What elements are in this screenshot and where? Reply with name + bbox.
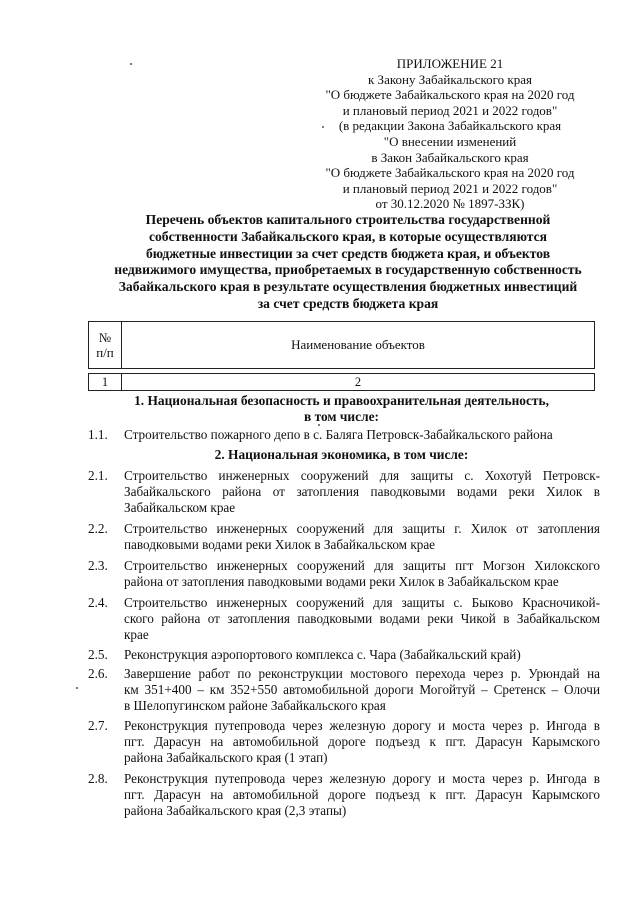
- table-header-row: [88, 321, 595, 369]
- section-line: 2. Национальная экономика, в том числе:: [214, 447, 469, 462]
- scan-speck: [76, 687, 78, 689]
- title-line: за счет средств бюджета края: [257, 295, 439, 311]
- item-line: Забайкальском крае: [124, 500, 236, 516]
- item-text: [124, 427, 600, 443]
- section-heading-2: [88, 447, 595, 463]
- title-line: бюджетные инвестиции за счет средств бюджета края, и объектов: [145, 245, 551, 261]
- item-text: [124, 468, 600, 517]
- item-text: [124, 666, 600, 715]
- title-line: Забайкальского края в результате осуществления бюджетных инвестиций: [118, 279, 578, 295]
- appendix-line: (в редакции Закона Забайкальского края: [338, 118, 562, 134]
- item-line: района от затопления паводковыми водами реки Хилок в Забайкальском крае: [124, 574, 559, 590]
- title-line: собственности Забайкальского края, в которые осуществляются: [148, 228, 548, 244]
- numbering-cell-2: 2: [354, 375, 362, 389]
- item-number: 2.7.: [88, 718, 108, 733]
- number-header-symbol: №: [98, 330, 112, 345]
- item-line: ского района от затопления паводковыми водами реки Чикой в Забайкальском: [124, 611, 600, 627]
- appendix-line: и плановый период 2021 и 2022 годов": [342, 102, 558, 118]
- item-text: [124, 771, 600, 820]
- item-number: 2.2.: [88, 521, 108, 536]
- item-text: [124, 595, 600, 644]
- item-line: Строительство инженерных сооружений для защиты с. Хохотуй Петровск-: [124, 468, 600, 483]
- objects-table: [88, 321, 595, 391]
- item-text: [124, 647, 600, 663]
- section-heading-1: [88, 393, 595, 425]
- appendix-line: от 30.12.2020 № 1897-ЗЗК): [375, 196, 525, 212]
- scan-speck: [322, 126, 324, 128]
- appendix-line: "О бюджете Забайкальского края на 2020 год: [325, 165, 575, 181]
- item-number: 2.6.: [88, 666, 108, 681]
- appendix-line: ПРИЛОЖЕНИЕ 21: [396, 56, 504, 71]
- scan-speck: [130, 63, 132, 65]
- item-number: 2.5.: [88, 647, 108, 662]
- number-column-header: [89, 322, 122, 368]
- item-text: [124, 718, 600, 767]
- item-number: 2.4.: [88, 595, 108, 610]
- item-text: [124, 558, 600, 590]
- appendix-line: "О бюджете Забайкальского края на 2020 год: [325, 87, 575, 103]
- section-line: в том числе:: [303, 409, 379, 424]
- item-line: км 351+400 – км 352+550 автомобильной дороги Могойтуй – Сретенск – Олочи: [124, 682, 600, 698]
- item-number: 2.8.: [88, 771, 108, 786]
- item-number: 2.1.: [88, 468, 108, 483]
- item-line: пгт. Дарасун на автомобильной дороге подъезд к пгт. Дарасун Карымского: [124, 734, 600, 750]
- item-line: паводковыми водами реки Хилок в Забайкальском крае: [124, 537, 436, 553]
- item-number: 2.3.: [88, 558, 108, 573]
- appendix-line: и плановый период 2021 и 2022 годов": [342, 180, 558, 196]
- scan-speck: [318, 424, 320, 426]
- item-line: Строительство инженерных сооружений для защиты с. Быково Красночикой-: [124, 595, 600, 610]
- appendix-line: в Закон Забайкальского края: [371, 149, 529, 165]
- item-line: Реконструкция аэропортового комплекса с. Чара (Забайкальский край): [124, 647, 521, 662]
- document-title: [88, 212, 608, 313]
- appendix-line: к Закону Забайкальского края: [367, 71, 532, 87]
- item-line: пгт. Дарасун на автомобильной дороге подъезд к пгт. Дарасун Карымского: [124, 787, 600, 803]
- item-number: 1.1.: [88, 427, 108, 442]
- item-line: района Забайкальского края (1 этап): [124, 750, 328, 766]
- item-line: Завершение работ по реконструкции мостового перехода через р. Урюндай на: [124, 666, 600, 681]
- item-line: Реконструкция путепровода через железную дорогу и моста через р. Ингода в: [124, 771, 600, 786]
- title-line: Перечень объектов капитального строительства государственной: [145, 212, 551, 227]
- item-line: Строительство пожарного депо в с. Баляга Петровск-Забайкальского района: [124, 427, 553, 442]
- item-line: крае: [124, 627, 149, 643]
- number-header-abbrev: п/п: [96, 345, 114, 360]
- item-line: Строительство инженерных сооружений для защиты г. Хилок от затопления: [124, 521, 600, 536]
- item-line: Забайкальского района от затопления паводковыми водами реки Хилок в: [124, 484, 600, 500]
- title-line: недвижимого имущества, приобретаемых в государственную собственность: [114, 262, 582, 278]
- appendix-line: "О внесении изменений: [383, 133, 517, 149]
- appendix-header: [300, 56, 600, 212]
- item-line: Реконструкция путепровода через железную дорогу и моста через р. Ингода в: [124, 718, 600, 733]
- section-line: 1. Национальная безопасность и правоохранительная деятельность,: [134, 393, 549, 408]
- item-text: [124, 521, 600, 553]
- table-numbering-row: [88, 373, 595, 391]
- numbering-cell-1: 1: [89, 374, 122, 390]
- item-line: в Шелопугинском районе Забайкальского края: [124, 698, 386, 714]
- item-line: Строительство инженерных сооружений для защиты пгт Могзон Хилокского: [124, 558, 600, 573]
- item-line: района Забайкальского края (2,3 этапы): [124, 803, 347, 819]
- name-column-header: Наименование объектов: [291, 337, 425, 352]
